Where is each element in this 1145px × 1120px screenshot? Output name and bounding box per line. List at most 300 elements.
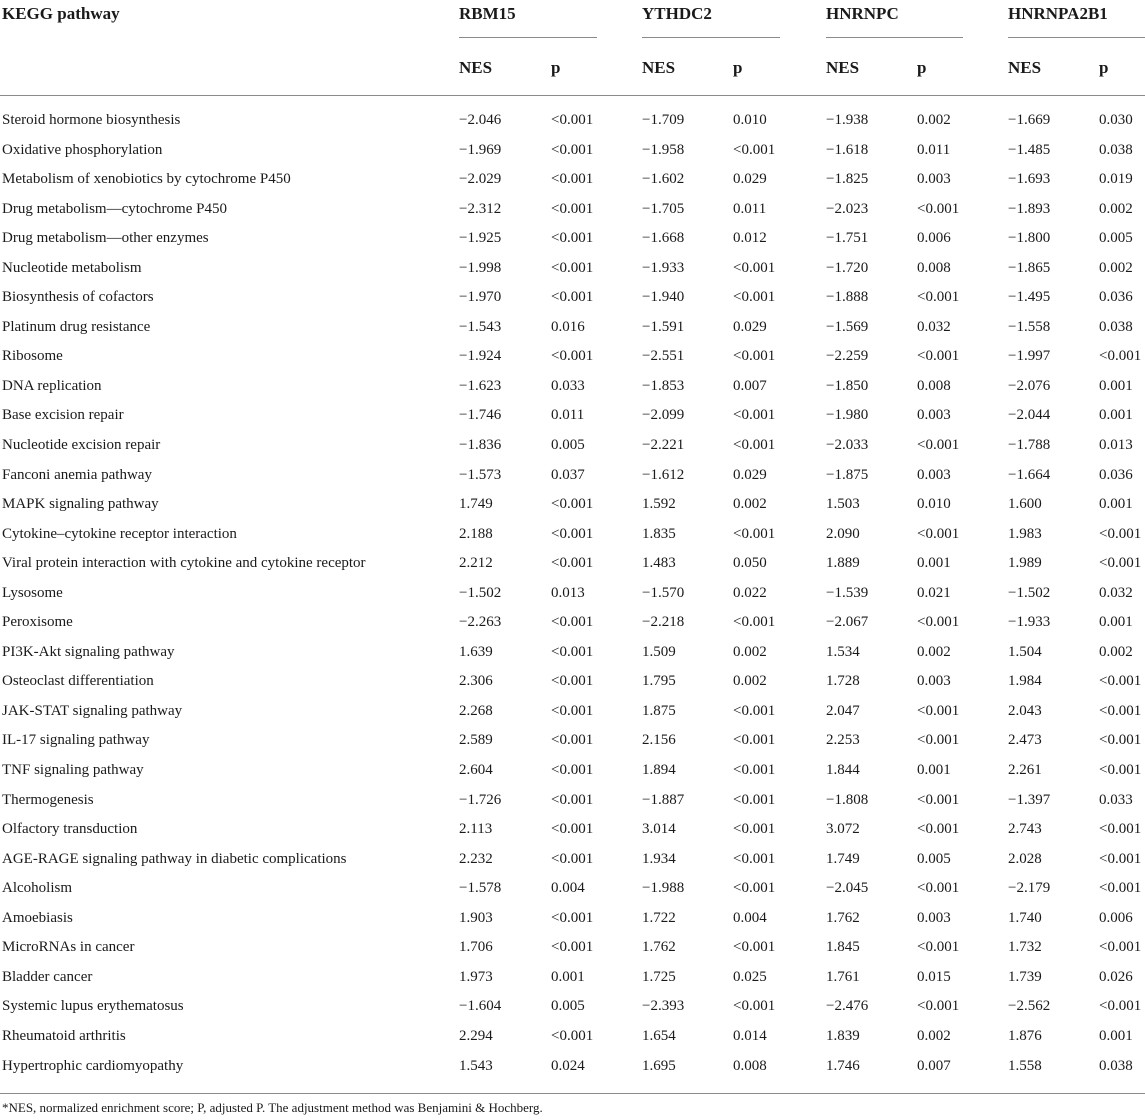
rbm15-p: 0.037 — [551, 466, 585, 483]
hnrnpc-p: 0.003 — [917, 673, 951, 690]
hnrnpc-nes: 1.749 — [826, 850, 860, 867]
hnrnpa2b1-nes: 2.743 — [1008, 821, 1042, 838]
table-row — [0, 992, 1145, 1022]
rbm15-nes: 2.232 — [459, 850, 493, 867]
rbm15-p: <0.001 — [551, 643, 594, 660]
rbm15-nes: 2.306 — [459, 673, 493, 690]
hnrnpa2b1-p: <0.001 — [1099, 821, 1142, 838]
rbm15-p: <0.001 — [551, 348, 594, 365]
ythdc2-nes: 1.762 — [642, 939, 676, 956]
hnrnpa2b1-p: <0.001 — [1099, 348, 1142, 365]
table-row — [0, 313, 1145, 343]
hnrnpc-p: <0.001 — [917, 732, 960, 749]
hnrnpc-nes: −2.033 — [826, 437, 869, 454]
hnrnpa2b1-nes: −1.495 — [1008, 289, 1051, 306]
hnrnpc-nes: −2.476 — [826, 998, 869, 1015]
ythdc2-p: <0.001 — [733, 525, 776, 542]
rbm15-p: 0.004 — [551, 880, 585, 897]
ythdc2-p: 0.012 — [733, 230, 767, 247]
ythdc2-nes: −1.853 — [642, 377, 685, 394]
table-row — [0, 401, 1145, 431]
table-row — [0, 461, 1145, 491]
rbm15-nes: −2.263 — [459, 614, 502, 631]
hnrnpc-p: 0.032 — [917, 318, 951, 335]
ythdc2-p: 0.022 — [733, 584, 767, 601]
rbm15-nes: 2.188 — [459, 525, 493, 542]
hnrnpa2b1-p: 0.013 — [1099, 437, 1133, 454]
hnrnpc-p: 0.003 — [917, 909, 951, 926]
hnrnpc-nes: 1.844 — [826, 762, 860, 779]
hnrnpc-nes: −1.751 — [826, 230, 869, 247]
row-pathway-name: TNF signaling pathway — [2, 762, 144, 779]
table-row — [0, 579, 1145, 609]
rbm15-p: <0.001 — [551, 496, 594, 513]
table-row — [0, 136, 1145, 166]
hnrnpc-nes: −1.569 — [826, 318, 869, 335]
row-pathway-name: Lysosome — [2, 584, 63, 601]
row-pathway-name: Peroxisome — [2, 614, 73, 631]
hnrnpa2b1-nes: −1.693 — [1008, 171, 1051, 188]
row-pathway-name: Bladder cancer — [2, 968, 93, 985]
hnrnpc-p: <0.001 — [917, 437, 960, 454]
hnrnpa2b1-nes: −2.179 — [1008, 880, 1051, 897]
ythdc2-p: 0.002 — [733, 643, 767, 660]
rbm15-nes: −1.746 — [459, 407, 502, 424]
hnrnpa2b1-p: 0.002 — [1099, 643, 1133, 660]
ythdc2-p: <0.001 — [733, 702, 776, 719]
ythdc2-nes: 2.156 — [642, 732, 676, 749]
table-row — [0, 372, 1145, 402]
rbm15-p: <0.001 — [551, 171, 594, 188]
table-row — [0, 697, 1145, 727]
rbm15-nes: −1.836 — [459, 437, 502, 454]
bottom-rule — [0, 1093, 1145, 1094]
hnrnpc-nes: −2.259 — [826, 348, 869, 365]
rbm15-nes: −2.046 — [459, 112, 502, 128]
hnrnpc-p: <0.001 — [917, 289, 960, 306]
column-header-rbm15: RBM15 — [459, 4, 516, 23]
ythdc2-nes: −1.933 — [642, 259, 685, 276]
hnrnpa2b1-nes: 1.739 — [1008, 968, 1042, 985]
table-row — [0, 726, 1145, 756]
ythdc2-nes: −1.887 — [642, 791, 685, 808]
rbm15-p: <0.001 — [551, 259, 594, 276]
hnrnpa2b1-p: 0.036 — [1099, 466, 1133, 483]
hnrnpc-nes: −1.938 — [826, 112, 869, 128]
ythdc2-p: <0.001 — [733, 407, 776, 424]
rbm15-nes: −1.925 — [459, 230, 502, 247]
rbm15-nes: 1.706 — [459, 939, 493, 956]
hnrnpc-p: 0.005 — [917, 850, 951, 867]
ythdc2-p: <0.001 — [733, 437, 776, 454]
ythdc2-nes: 1.835 — [642, 525, 676, 542]
hnrnpa2b1-nes: −1.865 — [1008, 259, 1051, 276]
row-pathway-name: Osteoclast differentiation — [2, 673, 154, 690]
hnrnpa2b1-p: 0.006 — [1099, 909, 1133, 926]
hnrnpc-p: 0.010 — [917, 496, 951, 513]
rbm15-p: <0.001 — [551, 702, 594, 719]
ythdc2-nes: −1.705 — [642, 200, 685, 217]
rbm15-nes: 2.212 — [459, 555, 493, 572]
table-row — [0, 165, 1145, 195]
hnrnpc-p: 0.003 — [917, 171, 951, 188]
table-row — [0, 342, 1145, 372]
hnrnpc-p: 0.015 — [917, 968, 951, 985]
subheader-p: p — [551, 58, 561, 77]
hnrnpc-p: <0.001 — [917, 880, 960, 897]
hnrnpa2b1-p: 0.001 — [1099, 377, 1133, 394]
hnrnpa2b1-nes: 2.043 — [1008, 702, 1042, 719]
hnrnpc-nes: 1.762 — [826, 909, 860, 926]
ythdc2-nes: −2.393 — [642, 998, 685, 1015]
gene-group-rule — [642, 37, 780, 38]
hnrnpa2b1-nes: 1.983 — [1008, 525, 1042, 542]
rbm15-nes: 1.973 — [459, 968, 493, 985]
row-pathway-name: JAK-STAT signaling pathway — [2, 702, 183, 719]
hnrnpa2b1-p: <0.001 — [1099, 673, 1142, 690]
row-pathway-name: Base excision repair — [2, 407, 124, 424]
row-pathway-name: IL-17 signaling pathway — [2, 732, 150, 749]
table-row — [0, 874, 1145, 904]
hnrnpa2b1-nes: −1.788 — [1008, 437, 1051, 454]
row-pathway-name: MicroRNAs in cancer — [2, 939, 135, 956]
subheader-nes: NES — [1008, 58, 1042, 77]
hnrnpa2b1-p: 0.038 — [1099, 141, 1133, 158]
hnrnpa2b1-p: 0.036 — [1099, 289, 1133, 306]
hnrnpa2b1-nes: −1.997 — [1008, 348, 1051, 365]
hnrnpc-nes: −2.045 — [826, 880, 869, 897]
ythdc2-nes: −1.709 — [642, 112, 685, 128]
rbm15-p: 0.013 — [551, 584, 585, 601]
ythdc2-nes: −2.221 — [642, 437, 685, 454]
ythdc2-nes: −2.099 — [642, 407, 685, 424]
table-row — [0, 638, 1145, 668]
hnrnpa2b1-nes: 2.028 — [1008, 850, 1042, 867]
ythdc2-p: <0.001 — [733, 289, 776, 306]
rbm15-nes: 1.639 — [459, 643, 493, 660]
hnrnpa2b1-nes: 1.732 — [1008, 939, 1042, 956]
hnrnpc-p: 0.002 — [917, 643, 951, 660]
hnrnpa2b1-nes: 1.740 — [1008, 909, 1042, 926]
ythdc2-nes: 1.483 — [642, 555, 676, 572]
rbm15-p: <0.001 — [551, 821, 594, 838]
ythdc2-p: <0.001 — [733, 614, 776, 631]
rbm15-nes: 1.903 — [459, 909, 493, 926]
ythdc2-nes: −1.602 — [642, 171, 685, 188]
hnrnpa2b1-p: 0.001 — [1099, 1027, 1133, 1044]
hnrnpa2b1-nes: 1.989 — [1008, 555, 1042, 572]
rbm15-nes: 2.113 — [459, 821, 493, 838]
rbm15-p: <0.001 — [551, 909, 594, 926]
ythdc2-p: <0.001 — [733, 880, 776, 897]
table-footnote: *NES, normalized enrichment score; P, adjusted P. The adjustment method was Benjamini & Hochberg. — [2, 1100, 543, 1115]
hnrnpc-p: 0.001 — [917, 762, 951, 779]
table-row — [0, 1022, 1145, 1052]
hnrnpa2b1-nes: 1.504 — [1008, 643, 1042, 660]
hnrnpc-nes: −2.067 — [826, 614, 869, 631]
subheader-p: p — [733, 58, 743, 77]
ythdc2-nes: 1.934 — [642, 850, 676, 867]
row-pathway-name: Drug metabolism—other enzymes — [2, 230, 209, 247]
rbm15-nes: −1.970 — [459, 289, 502, 306]
table-row — [0, 254, 1145, 284]
hnrnpc-nes: −1.850 — [826, 377, 869, 394]
ythdc2-p: <0.001 — [733, 821, 776, 838]
row-pathway-name: PI3K-Akt signaling pathway — [2, 643, 175, 660]
ythdc2-nes: 1.894 — [642, 762, 676, 779]
table-row — [0, 1052, 1145, 1082]
hnrnpc-p: 0.008 — [917, 259, 951, 276]
hnrnpa2b1-p: <0.001 — [1099, 702, 1142, 719]
ythdc2-p: 0.008 — [733, 1057, 767, 1074]
row-pathway-name: Systemic lupus erythematosus — [2, 998, 184, 1015]
rbm15-p: <0.001 — [551, 614, 594, 631]
table-row — [0, 106, 1145, 136]
rbm15-p: <0.001 — [551, 200, 594, 217]
hnrnpc-p: 0.006 — [917, 230, 951, 247]
rbm15-nes: −2.312 — [459, 200, 502, 217]
hnrnpc-p: 0.007 — [917, 1057, 951, 1074]
hnrnpc-nes: 1.534 — [826, 643, 860, 660]
hnrnpa2b1-nes: −2.044 — [1008, 407, 1051, 424]
header-rule — [0, 95, 1145, 96]
table-row — [0, 490, 1145, 520]
hnrnpc-p: 0.001 — [917, 555, 951, 572]
ythdc2-nes: −1.940 — [642, 289, 685, 306]
ythdc2-p: 0.011 — [733, 200, 767, 217]
hnrnpa2b1-p: <0.001 — [1099, 732, 1142, 749]
hnrnpa2b1-nes: −1.669 — [1008, 112, 1051, 128]
hnrnpa2b1-p: 0.038 — [1099, 318, 1133, 335]
row-pathway-name: AGE-RAGE signaling pathway in diabetic complications — [2, 850, 347, 867]
rbm15-nes: −1.924 — [459, 348, 502, 365]
gene-group-rule — [459, 37, 597, 38]
hnrnpc-nes: 1.503 — [826, 496, 860, 513]
ythdc2-p: 0.007 — [733, 377, 767, 394]
column-header-ythdc2: YTHDC2 — [642, 4, 712, 23]
rbm15-p: 0.011 — [551, 407, 585, 424]
ythdc2-nes: −2.551 — [642, 348, 685, 365]
hnrnpc-nes: −2.023 — [826, 200, 869, 217]
hnrnpc-p: 0.003 — [917, 407, 951, 424]
subheader-nes: NES — [459, 58, 493, 77]
ythdc2-p: <0.001 — [733, 732, 776, 749]
hnrnpa2b1-p: 0.001 — [1099, 407, 1133, 424]
row-pathway-name: Biosynthesis of cofactors — [2, 289, 154, 306]
ythdc2-p: 0.010 — [733, 112, 767, 128]
ythdc2-p: <0.001 — [733, 939, 776, 956]
table-row — [0, 283, 1145, 313]
gene-group-rule — [826, 37, 963, 38]
ythdc2-nes: 1.875 — [642, 702, 676, 719]
hnrnpc-nes: 1.746 — [826, 1057, 860, 1074]
hnrnpa2b1-nes: −1.664 — [1008, 466, 1051, 483]
hnrnpa2b1-p: <0.001 — [1099, 762, 1142, 779]
rbm15-nes: −1.543 — [459, 318, 502, 335]
column-header-pathway: KEGG pathway — [2, 4, 120, 23]
table-row — [0, 224, 1145, 254]
hnrnpa2b1-p: 0.030 — [1099, 112, 1133, 128]
rbm15-p: <0.001 — [551, 141, 594, 158]
hnrnpa2b1-nes: −1.485 — [1008, 141, 1051, 158]
hnrnpa2b1-nes: 1.876 — [1008, 1027, 1042, 1044]
hnrnpa2b1-p: <0.001 — [1099, 850, 1142, 867]
row-pathway-name: Ribosome — [2, 348, 63, 365]
table-row — [0, 963, 1145, 993]
rbm15-p: 0.024 — [551, 1057, 585, 1074]
row-pathway-name: Nucleotide metabolism — [2, 259, 142, 276]
hnrnpc-nes: 1.761 — [826, 968, 860, 985]
row-pathway-name: MAPK signaling pathway — [2, 496, 159, 513]
rbm15-p: 0.005 — [551, 998, 585, 1015]
rbm15-nes: −1.573 — [459, 466, 502, 483]
hnrnpc-nes: −1.618 — [826, 141, 869, 158]
hnrnpc-p: <0.001 — [917, 998, 960, 1015]
column-header-hnrnpa2b1: HNRNPA2B1 — [1008, 4, 1108, 23]
rbm15-nes: −2.029 — [459, 171, 502, 188]
hnrnpc-p: 0.008 — [917, 377, 951, 394]
hnrnpa2b1-p: 0.001 — [1099, 614, 1133, 631]
hnrnpc-nes: −1.539 — [826, 584, 869, 601]
rbm15-p: <0.001 — [551, 850, 594, 867]
hnrnpc-p: 0.002 — [917, 112, 951, 128]
hnrnpa2b1-nes: −1.502 — [1008, 584, 1051, 601]
hnrnpa2b1-nes: 2.261 — [1008, 762, 1042, 779]
hnrnpa2b1-nes: −1.933 — [1008, 614, 1051, 631]
hnrnpc-nes: 2.253 — [826, 732, 860, 749]
table-row — [0, 608, 1145, 638]
subheader-p: p — [1099, 58, 1109, 77]
ythdc2-p: <0.001 — [733, 348, 776, 365]
hnrnpc-nes: −1.875 — [826, 466, 869, 483]
rbm15-p: <0.001 — [551, 762, 594, 779]
ythdc2-nes: −1.668 — [642, 230, 685, 247]
hnrnpa2b1-p: <0.001 — [1099, 998, 1142, 1015]
row-pathway-name: Cytokine–cytokine receptor interaction — [2, 525, 237, 542]
hnrnpc-p: <0.001 — [917, 702, 960, 719]
table-row — [0, 845, 1145, 875]
table-row — [0, 815, 1145, 845]
rbm15-nes: 2.604 — [459, 762, 493, 779]
ythdc2-nes: 1.722 — [642, 909, 676, 926]
rbm15-p: <0.001 — [551, 230, 594, 247]
row-pathway-name: Metabolism of xenobiotics by cytochrome P450 — [2, 171, 291, 188]
hnrnpa2b1-p: <0.001 — [1099, 555, 1142, 572]
rbm15-nes: −1.998 — [459, 259, 502, 276]
rbm15-p: <0.001 — [551, 939, 594, 956]
row-pathway-name: Platinum drug resistance — [2, 318, 151, 335]
ythdc2-p: <0.001 — [733, 762, 776, 779]
subheader-nes: NES — [826, 58, 860, 77]
hnrnpc-p: <0.001 — [917, 525, 960, 542]
rbm15-p: <0.001 — [551, 289, 594, 306]
rbm15-nes: 2.589 — [459, 732, 493, 749]
hnrnpc-nes: 2.090 — [826, 525, 860, 542]
subheader-nes: NES — [642, 58, 676, 77]
rbm15-p: 0.005 — [551, 437, 585, 454]
ythdc2-p: 0.029 — [733, 466, 767, 483]
hnrnpa2b1-nes: −1.397 — [1008, 791, 1051, 808]
hnrnpc-nes: 3.072 — [826, 821, 860, 838]
ythdc2-p: <0.001 — [733, 998, 776, 1015]
rbm15-p: <0.001 — [551, 112, 594, 128]
rbm15-nes: −1.604 — [459, 998, 502, 1015]
hnrnpc-nes: −1.808 — [826, 791, 869, 808]
hnrnpa2b1-nes: −1.800 — [1008, 230, 1051, 247]
hnrnpa2b1-p: 0.019 — [1099, 171, 1133, 188]
rbm15-p: <0.001 — [551, 732, 594, 749]
ythdc2-nes: −1.958 — [642, 141, 685, 158]
row-pathway-name: Amoebiasis — [2, 909, 73, 926]
ythdc2-p: 0.004 — [733, 909, 767, 926]
row-pathway-name: Rheumatoid arthritis — [2, 1027, 126, 1044]
row-pathway-name: Viral protein interaction with cytokine and cytokine receptor — [2, 555, 366, 572]
row-pathway-name: Drug metabolism—cytochrome P450 — [2, 200, 227, 217]
row-pathway-name: Steroid hormone biosynthesis — [2, 112, 181, 128]
rbm15-nes: −1.969 — [459, 141, 502, 158]
hnrnpa2b1-p: 0.002 — [1099, 200, 1133, 217]
hnrnpc-p: 0.021 — [917, 584, 951, 601]
ythdc2-p: 0.002 — [733, 673, 767, 690]
rbm15-p: 0.033 — [551, 377, 585, 394]
ythdc2-nes: −2.218 — [642, 614, 685, 631]
hnrnpa2b1-p: <0.001 — [1099, 525, 1142, 542]
ythdc2-nes: −1.591 — [642, 318, 685, 335]
hnrnpa2b1-p: 0.032 — [1099, 584, 1133, 601]
hnrnpc-p: <0.001 — [917, 939, 960, 956]
ythdc2-p: 0.025 — [733, 968, 767, 985]
table-row — [0, 520, 1145, 550]
table-row — [0, 431, 1145, 461]
hnrnpc-nes: −1.980 — [826, 407, 869, 424]
rbm15-p: 0.001 — [551, 968, 585, 985]
table-row — [0, 195, 1145, 225]
hnrnpc-nes: −1.720 — [826, 259, 869, 276]
hnrnpc-p: 0.002 — [917, 1027, 951, 1044]
hnrnpa2b1-nes: −2.562 — [1008, 998, 1051, 1015]
hnrnpa2b1-p: 0.005 — [1099, 230, 1133, 247]
row-pathway-name: Hypertrophic cardiomyopathy — [2, 1057, 184, 1074]
gene-group-rule — [1008, 37, 1145, 38]
ythdc2-nes: −1.988 — [642, 880, 685, 897]
ythdc2-nes: 1.592 — [642, 496, 676, 513]
hnrnpc-nes: 2.047 — [826, 702, 860, 719]
rbm15-nes: 2.294 — [459, 1027, 493, 1044]
table-row — [0, 549, 1145, 579]
rbm15-nes: −1.502 — [459, 584, 502, 601]
rbm15-nes: 1.749 — [459, 496, 493, 513]
rbm15-p: <0.001 — [551, 555, 594, 572]
ythdc2-p: <0.001 — [733, 259, 776, 276]
hnrnpc-p: <0.001 — [917, 791, 960, 808]
row-pathway-name: Fanconi anemia pathway — [2, 466, 152, 483]
table-row — [0, 786, 1145, 816]
rbm15-nes: 2.268 — [459, 702, 493, 719]
ythdc2-p: 0.029 — [733, 318, 767, 335]
ythdc2-nes: 1.695 — [642, 1057, 676, 1074]
hnrnpa2b1-p: <0.001 — [1099, 880, 1142, 897]
ythdc2-nes: −1.612 — [642, 466, 685, 483]
hnrnpc-nes: 1.889 — [826, 555, 860, 572]
table-row — [0, 933, 1145, 963]
hnrnpc-p: <0.001 — [917, 200, 960, 217]
hnrnpc-p: <0.001 — [917, 348, 960, 365]
hnrnpc-nes: 1.839 — [826, 1027, 860, 1044]
ythdc2-nes: 1.509 — [642, 643, 676, 660]
hnrnpa2b1-nes: 1.600 — [1008, 496, 1042, 513]
hnrnpa2b1-p: <0.001 — [1099, 939, 1142, 956]
rbm15-p: <0.001 — [551, 1027, 594, 1044]
